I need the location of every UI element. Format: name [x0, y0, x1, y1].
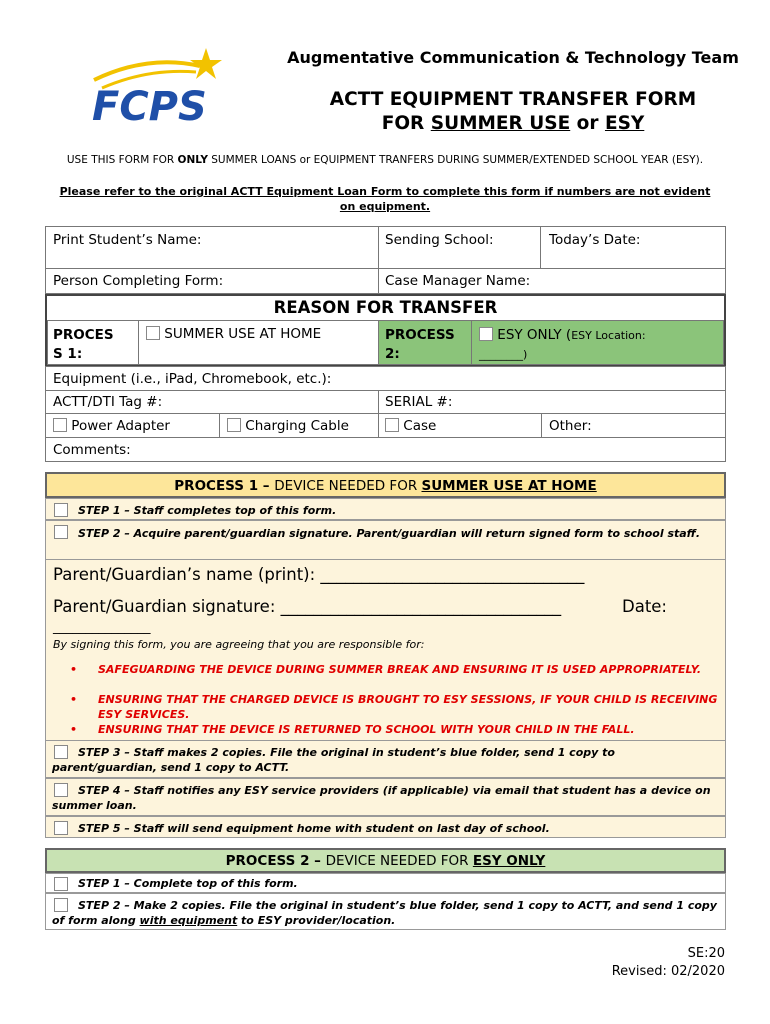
bullet-dot: • [70, 693, 78, 706]
p2-step2-text [52, 898, 717, 928]
p1-step1-row [45, 498, 726, 520]
process2-label [385, 326, 455, 364]
person-completing-label[interactable]: Person Completing Form: [53, 273, 224, 289]
bullet-3-text: ENSURING THAT THE DEVICE IS RETURNED TO SCHOOL WITH YOUR CHILD IN THE FALL. [98, 723, 635, 736]
footer [612, 945, 725, 981]
sending-school-label[interactable]: Sending School: [385, 232, 494, 248]
bullet-1 [70, 662, 720, 692]
usage-notice [50, 153, 720, 167]
notice-post: SUMMER LOANS or EQUIPMENT TRANFERS DURING SUMMER/EXTENDED SCHOOL YEAR (ESY). [207, 154, 704, 166]
p1-step3-text: STEP 3 – Staff makes 2 copies. File the original in student’s blue folder, send 1 copy to parent/guardian, send 1 copy to ACTT. [52, 746, 615, 774]
p1-step5-row [45, 816, 726, 838]
p1-step2-text: STEP 2 – Acquire parent/guardian signature. Parent/guardian will return signed form to school staff. [78, 527, 701, 540]
bullet-3 [70, 722, 720, 738]
p2-step2-row [45, 893, 726, 930]
reason-heading: REASON FOR TRANSFER [273, 298, 498, 317]
title-summer: SUMMER USE [430, 113, 571, 134]
guardian-signature-line[interactable]: Parent/Guardian signature: __________________________________ [53, 597, 562, 616]
p1-step3-row [45, 740, 726, 778]
process1-label-line2: S 1: [53, 346, 83, 362]
p2-step1-checkbox[interactable] [54, 877, 68, 891]
power-adapter-option[interactable] [53, 418, 170, 434]
summer-option-label: SUMMER USE AT HOME [164, 326, 322, 342]
notice-pre: USE THIS FORM FOR [66, 154, 178, 166]
process1-heading-mid: DEVICE NEEDED FOR [274, 478, 422, 494]
p2-step1-row [45, 873, 726, 893]
process2-label-line1: PROCESS [385, 327, 455, 343]
p1-step5-checkbox[interactable] [54, 821, 68, 835]
esy-location-label: ESY Location: [571, 329, 646, 342]
esy-checkbox[interactable] [479, 327, 493, 341]
title-esy: ESY [604, 113, 645, 134]
form-title-line2 [278, 112, 748, 136]
refer-notice: Please refer to the original ACTT Equipment Loan Form to complete this form if numbers are not evident on equipment. [59, 185, 711, 213]
case-checkbox[interactable] [385, 418, 399, 432]
form-title [278, 88, 748, 136]
comments-label[interactable]: Comments: [53, 442, 131, 458]
p2-step2-pre: STEP 2 – Make 2 copies. File the original in student’s blue folder, send 1 copy to ACTT, and send 1 copy of form along [52, 899, 717, 927]
p1-step4-row [45, 778, 726, 816]
logo-text: FCPS [92, 84, 207, 126]
p1-step1-text: STEP 1 – Staff completes top of this form. [78, 504, 337, 517]
summer-option[interactable] [146, 326, 321, 342]
process2-heading-mid: DEVICE NEEDED FOR [325, 853, 473, 869]
agree-text: By signing this form, you are agreeing that you are responsible for: [53, 638, 425, 651]
case-manager-label[interactable]: Case Manager Name: [385, 273, 531, 289]
process2-heading-u: ESY ONLY [472, 853, 546, 869]
esy-option-label: ESY ONLY ( [497, 327, 572, 343]
case-option[interactable] [385, 418, 436, 434]
p1-step2-row [45, 520, 726, 560]
todays-date-label[interactable]: Today’s Date: [549, 232, 641, 248]
title-for: FOR [381, 113, 431, 134]
power-adapter-checkbox[interactable] [53, 418, 67, 432]
fcps-star-icon [88, 44, 228, 126]
comments-row [45, 437, 726, 462]
case-label: Case [403, 418, 437, 434]
esy-location-blank[interactable]: ________) [479, 348, 528, 361]
footer-revised: Revised: 02/2020 [611, 964, 725, 979]
bullet-dot: • [70, 663, 78, 676]
p2-step2-post: to ESY provider/location. [237, 914, 396, 927]
summer-checkbox[interactable] [146, 326, 160, 340]
process1-heading-u: SUMMER USE AT HOME [421, 478, 597, 494]
bullet-1-text: SAFEGUARDING THE DEVICE DURING SUMMER BREAK AND ENSURING IT IS USED APPROPRIATELY. [98, 663, 702, 676]
bullet-2-text: ENSURING THAT THE CHARGED DEVICE IS BROUGHT TO ESY SESSIONS, IF YOUR CHILD IS RECEIVING ESY SERVICES. [98, 693, 718, 721]
other-label[interactable]: Other: [549, 418, 592, 434]
process1-heading-bold: PROCESS 1 – [174, 478, 275, 494]
form-title-line1: ACTT EQUIPMENT TRANSFER FORM [329, 89, 697, 110]
process1-label [53, 326, 114, 364]
serial-label[interactable]: SERIAL #: [385, 394, 453, 410]
bullet-2 [70, 692, 720, 722]
esy-option[interactable] [479, 326, 646, 364]
equipment-label[interactable]: Equipment (i.e., iPad, Chromebook, etc.): [53, 371, 332, 387]
p1-step1-checkbox[interactable] [54, 503, 68, 517]
power-adapter-label: Power Adapter [71, 418, 170, 434]
charging-cable-checkbox[interactable] [227, 418, 241, 432]
notice-only: ONLY [177, 154, 208, 166]
tag-label[interactable]: ACTT/DTI Tag #: [53, 394, 163, 410]
process2-label-line2: 2: [385, 346, 400, 362]
process1-heading [45, 478, 726, 494]
student-name-label[interactable]: Print Student’s Name: [53, 232, 202, 248]
process1-label-line1: PROCES [53, 327, 114, 343]
p2-step2-u: with equipment [139, 914, 238, 927]
date-blank[interactable]: _______________ [53, 620, 151, 635]
charging-cable-option[interactable] [227, 418, 349, 434]
p2-step1-text: STEP 1 – Complete top of this form. [78, 877, 298, 890]
p1-step5-text: STEP 5 – Staff will send equipment home with student on last day of school. [78, 822, 550, 835]
date-label: Date: [622, 597, 667, 616]
charging-cable-label: Charging Cable [245, 418, 349, 434]
fcps-logo [88, 44, 228, 126]
footer-code: SE:20 [687, 946, 725, 961]
process2-heading [45, 853, 726, 869]
bullet-dot: • [70, 723, 78, 736]
process2-heading-bold: PROCESS 2 – [225, 853, 326, 869]
title-or: or [570, 113, 605, 134]
guardian-name-line[interactable]: Parent/Guardian’s name (print): ________________________________ [53, 565, 585, 584]
p1-step4-text: STEP 4 – Staff notifies any ESY service providers (if applicable) via email that student has a device on summer loan. [52, 784, 711, 812]
team-name: Augmentative Communication & Technology Team [287, 48, 739, 67]
